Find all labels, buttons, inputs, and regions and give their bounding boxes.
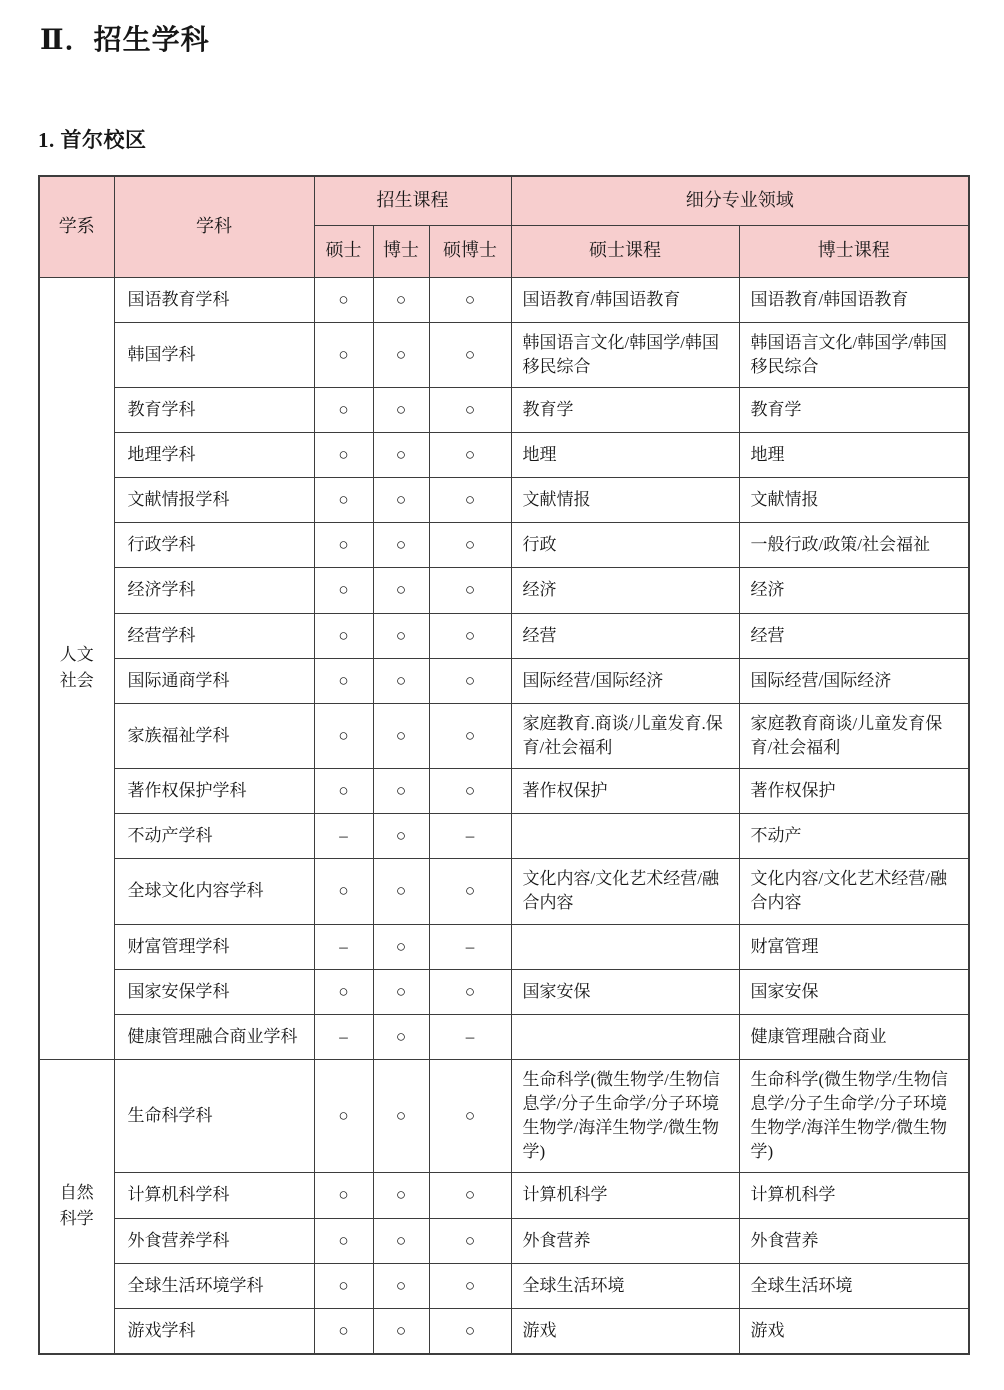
doctor-field-cell: 文化内容/文化艺术经营/融合内容 <box>739 859 969 924</box>
page-title: Ⅱ．招生学科 <box>40 25 210 56</box>
master-field-cell <box>511 814 739 859</box>
table-row <box>39 478 969 523</box>
header-master: 硕士 <box>314 225 373 277</box>
master-doctor-mark: ○ <box>429 478 511 523</box>
doctor-mark: ○ <box>373 814 429 859</box>
master-doctor-mark: ○ <box>429 1308 511 1354</box>
master-mark: ○ <box>314 322 373 387</box>
subject-cell: 行政学科 <box>114 523 314 568</box>
master-field-cell: 生命科学(微生物学/生物信息学/分子生命学/分子环境生物学/海洋生物学/微生物学) <box>511 1059 739 1173</box>
master-field-cell: 著作权保护 <box>511 769 739 814</box>
master-mark: ○ <box>314 969 373 1014</box>
table-row <box>39 1263 969 1308</box>
doctor-mark: ○ <box>373 769 429 814</box>
master-doctor-mark: ○ <box>429 433 511 478</box>
table-row <box>39 924 969 969</box>
doctor-field-cell: 地理 <box>739 433 969 478</box>
table-row <box>39 969 969 1014</box>
master-doctor-mark: ○ <box>429 613 511 658</box>
subject-cell: 计算机科学科 <box>114 1173 314 1218</box>
master-field-cell: 国语教育/韩国语教育 <box>511 277 739 322</box>
doctor-mark: ○ <box>373 1014 429 1059</box>
table-row <box>39 1218 969 1263</box>
doctor-mark: ○ <box>373 478 429 523</box>
master-doctor-mark: – <box>429 814 511 859</box>
subject-cell: 文献情报学科 <box>114 478 314 523</box>
table-row <box>39 703 969 768</box>
subject-cell: 外食营养学科 <box>114 1218 314 1263</box>
doctor-mark: ○ <box>373 1308 429 1354</box>
master-field-cell: 家庭教育.商谈/儿童发育.保育/社会福利 <box>511 703 739 768</box>
master-field-cell: 地理 <box>511 433 739 478</box>
master-doctor-mark: ○ <box>429 703 511 768</box>
doctor-field-cell: 财富管理 <box>739 924 969 969</box>
department-group-cell: 自然科学 <box>39 1059 114 1354</box>
doctor-mark: ○ <box>373 433 429 478</box>
doctor-field-cell: 文献情报 <box>739 478 969 523</box>
master-doctor-mark: ○ <box>429 658 511 703</box>
master-field-cell: 教育学 <box>511 387 739 432</box>
master-mark: ○ <box>314 769 373 814</box>
doctor-mark: ○ <box>373 859 429 924</box>
doctor-field-cell: 国家安保 <box>739 969 969 1014</box>
master-field-cell: 文献情报 <box>511 478 739 523</box>
doctor-mark: ○ <box>373 924 429 969</box>
master-field-cell: 国家安保 <box>511 969 739 1014</box>
doctor-mark: ○ <box>373 1059 429 1173</box>
subject-cell: 韩国学科 <box>114 322 314 387</box>
master-field-cell: 经济 <box>511 568 739 613</box>
master-doctor-mark: ○ <box>429 1263 511 1308</box>
master-field-cell: 行政 <box>511 523 739 568</box>
doctor-field-cell: 教育学 <box>739 387 969 432</box>
doctor-field-cell: 国语教育/韩国语教育 <box>739 277 969 322</box>
table-row <box>39 523 969 568</box>
master-field-cell: 外食营养 <box>511 1218 739 1263</box>
header-programs: 招生课程 <box>314 176 511 225</box>
master-doctor-mark: – <box>429 924 511 969</box>
department-group-cell: 人文社会 <box>39 277 114 1059</box>
master-doctor-mark: ○ <box>429 568 511 613</box>
doctor-mark: ○ <box>373 523 429 568</box>
master-mark: ○ <box>314 1173 373 1218</box>
subject-cell: 经济学科 <box>114 568 314 613</box>
master-field-cell: 全球生活环境 <box>511 1263 739 1308</box>
subject-cell: 地理学科 <box>114 433 314 478</box>
table-row <box>39 1059 969 1173</box>
master-mark: ○ <box>314 478 373 523</box>
doctor-field-cell: 国际经营/国际经济 <box>739 658 969 703</box>
doctor-mark: ○ <box>373 703 429 768</box>
master-field-cell: 经营 <box>511 613 739 658</box>
doctor-field-cell: 经营 <box>739 613 969 658</box>
doctor-field-cell: 游戏 <box>739 1308 969 1354</box>
table-row <box>39 658 969 703</box>
table-row <box>39 387 969 432</box>
header-master-course: 硕士课程 <box>511 225 739 277</box>
header-master-doctor: 硕博士 <box>429 225 511 277</box>
master-mark: – <box>314 924 373 969</box>
doctor-field-cell: 韩国语言文化/韩国学/韩国移民综合 <box>739 322 969 387</box>
master-mark: ○ <box>314 658 373 703</box>
header-fields: 细分专业领域 <box>511 176 969 225</box>
master-mark: ○ <box>314 613 373 658</box>
master-mark: ○ <box>314 1263 373 1308</box>
master-doctor-mark: ○ <box>429 859 511 924</box>
header-subject: 学科 <box>114 176 314 277</box>
master-field-cell: 国际经营/国际经济 <box>511 658 739 703</box>
subject-cell: 生命科学科 <box>114 1059 314 1173</box>
master-field-cell: 游戏 <box>511 1308 739 1354</box>
table-header <box>39 176 969 277</box>
subject-cell: 游戏学科 <box>114 1308 314 1354</box>
master-doctor-mark: ○ <box>429 523 511 568</box>
header-row-top <box>39 176 969 225</box>
table-row <box>39 613 969 658</box>
table-row <box>39 1308 969 1354</box>
master-mark: ○ <box>314 1059 373 1173</box>
master-doctor-mark: ○ <box>429 769 511 814</box>
table-row <box>39 769 969 814</box>
master-mark: ○ <box>314 277 373 322</box>
doctor-field-cell: 计算机科学 <box>739 1173 969 1218</box>
doctor-mark: ○ <box>373 969 429 1014</box>
master-doctor-mark: ○ <box>429 969 511 1014</box>
table-row <box>39 814 969 859</box>
subject-cell: 国家安保学科 <box>114 969 314 1014</box>
master-doctor-mark: ○ <box>429 387 511 432</box>
master-doctor-mark: ○ <box>429 1218 511 1263</box>
master-doctor-mark: – <box>429 1014 511 1059</box>
subject-cell: 全球生活环境学科 <box>114 1263 314 1308</box>
doctor-field-cell: 生命科学(微生物学/生物信息学/分子生命学/分子环境生物学/海洋生物学/微生物学) <box>739 1059 969 1173</box>
doctor-mark: ○ <box>373 613 429 658</box>
table-row <box>39 568 969 613</box>
doctor-field-cell: 不动产 <box>739 814 969 859</box>
table-row <box>39 277 969 322</box>
subject-cell: 不动产学科 <box>114 814 314 859</box>
master-field-cell: 韩国语言文化/韩国学/韩国移民综合 <box>511 322 739 387</box>
master-field-cell: 文化内容/文化艺术经营/融合内容 <box>511 859 739 924</box>
doctor-field-cell: 全球生活环境 <box>739 1263 969 1308</box>
subject-cell: 家族福祉学科 <box>114 703 314 768</box>
subject-cell: 财富管理学科 <box>114 924 314 969</box>
master-mark: ○ <box>314 387 373 432</box>
master-mark: ○ <box>314 523 373 568</box>
master-mark: ○ <box>314 859 373 924</box>
master-mark: ○ <box>314 703 373 768</box>
subject-cell: 教育学科 <box>114 387 314 432</box>
subject-cell: 经营学科 <box>114 613 314 658</box>
table-row <box>39 1014 969 1059</box>
subject-cell: 健康管理融合商业学科 <box>114 1014 314 1059</box>
doctor-mark: ○ <box>373 387 429 432</box>
subject-cell: 全球文化内容学科 <box>114 859 314 924</box>
header-dept: 学系 <box>39 176 114 277</box>
table-row <box>39 322 969 387</box>
master-doctor-mark: ○ <box>429 322 511 387</box>
master-field-cell <box>511 924 739 969</box>
doctor-mark: ○ <box>373 568 429 613</box>
master-mark: ○ <box>314 568 373 613</box>
master-field-cell <box>511 1014 739 1059</box>
master-doctor-mark: ○ <box>429 1173 511 1218</box>
doctor-field-cell: 外食营养 <box>739 1218 969 1263</box>
doctor-mark: ○ <box>373 1173 429 1218</box>
header-doctor: 博士 <box>373 225 429 277</box>
subject-cell: 国语教育学科 <box>114 277 314 322</box>
subject-cell: 国际通商学科 <box>114 658 314 703</box>
table-row <box>39 433 969 478</box>
master-mark: ○ <box>314 1308 373 1354</box>
admissions-table <box>38 175 970 1355</box>
master-mark: – <box>314 814 373 859</box>
header-doctor-course: 博士课程 <box>739 225 969 277</box>
doctor-field-cell: 一般行政/政策/社会福祉 <box>739 523 969 568</box>
doctor-mark: ○ <box>373 658 429 703</box>
master-mark: ○ <box>314 433 373 478</box>
doctor-mark: ○ <box>373 277 429 322</box>
table-row <box>39 1173 969 1218</box>
doctor-field-cell: 健康管理融合商业 <box>739 1014 969 1059</box>
master-field-cell: 计算机科学 <box>511 1173 739 1218</box>
doctor-field-cell: 著作权保护 <box>739 769 969 814</box>
doctor-mark: ○ <box>373 322 429 387</box>
doctor-field-cell: 家庭教育商谈/儿童发育保育/社会福利 <box>739 703 969 768</box>
doctor-mark: ○ <box>373 1263 429 1308</box>
section-title: 1. 首尔校区 <box>38 128 147 152</box>
master-doctor-mark: ○ <box>429 277 511 322</box>
table-body <box>39 277 969 1354</box>
master-mark: ○ <box>314 1218 373 1263</box>
master-mark: – <box>314 1014 373 1059</box>
doctor-mark: ○ <box>373 1218 429 1263</box>
master-doctor-mark: ○ <box>429 1059 511 1173</box>
doctor-field-cell: 经济 <box>739 568 969 613</box>
subject-cell: 著作权保护学科 <box>114 769 314 814</box>
table-row <box>39 859 969 924</box>
